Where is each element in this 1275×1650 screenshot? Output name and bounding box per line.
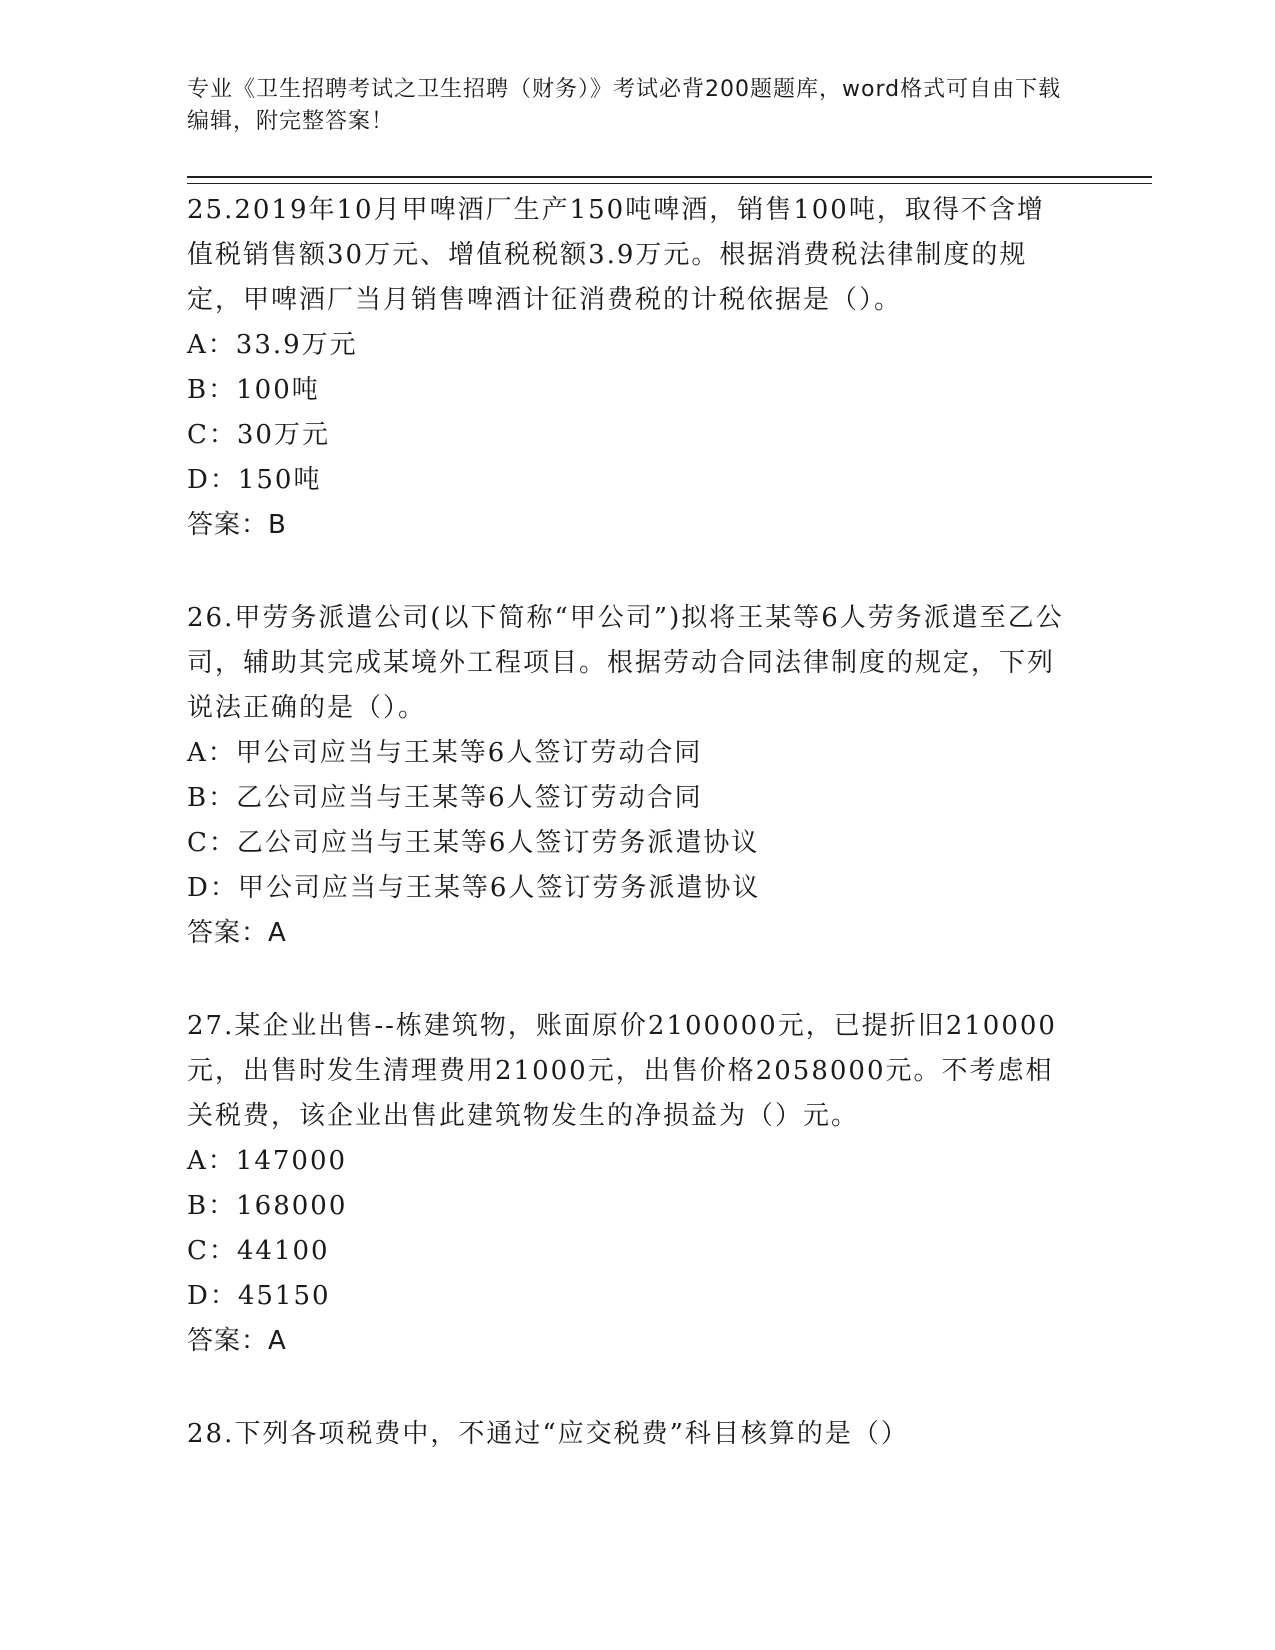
option-a: A：甲公司应当与王某等6人签订劳动合同 [187, 738, 703, 768]
question-28 [187, 1412, 1067, 1457]
option-a: A：33.9万元 [187, 330, 358, 360]
header-divider-thick [187, 176, 1152, 178]
question-stem: 25.2019年10月甲啤酒厂生产150吨啤酒，销售100吨，取得不含增值税销售额30万元、增值税税额3.9万元。根据消费税法律制度的规定，甲啤酒厂当月销售啤酒计征消费税的计税依据是（）。 [187, 195, 1045, 315]
option-d: D：甲公司应当与王某等6人签订劳务派遣协议 [187, 873, 761, 903]
option-a: A：147000 [187, 1146, 348, 1176]
question-27 [187, 1004, 1067, 1364]
option-b: B：168000 [187, 1191, 348, 1221]
document-header: 专业《卫生招聘考试之卫生招聘（财务）》考试必背200题题库，word格式可自由下载编辑，附完整答案！ [187, 77, 1062, 134]
answer-line: 答案：A [187, 1326, 287, 1356]
option-b: B：100吨 [187, 375, 320, 405]
answer-line: 答案：B [187, 510, 287, 540]
question-26 [187, 596, 1067, 956]
header-divider-thin [187, 183, 1152, 184]
answer-line: 答案：A [187, 918, 287, 948]
option-d: D：150吨 [187, 465, 322, 495]
option-c: C：44100 [187, 1236, 330, 1266]
question-25 [187, 188, 1067, 548]
option-d: D：45150 [187, 1281, 331, 1311]
option-b: B：乙公司应当与王某等6人签订劳动合同 [187, 783, 703, 813]
question-stem: 28.下列各项税费中，不通过“应交税费”科目核算的是（） [187, 1419, 909, 1449]
option-c: C：30万元 [187, 420, 330, 450]
question-stem: 26.甲劳务派遣公司(以下简称“甲公司”)拟将王某等6人劳务派遣至乙公司，辅助其完成某境外工程项目。根据劳动合同法律制度的规定，下列说法正确的是（）。 [187, 603, 1064, 723]
option-c: C：乙公司应当与王某等6人签订劳务派遣协议 [187, 828, 760, 858]
question-stem: 27.某企业出售--栋建筑物，账面原价2100000元，已提折旧210000元，出售时发生清理费用21000元，出售价格2058000元。不考虑相关税费，该企业出售此建筑物发生的净损益为（）元。 [187, 1011, 1057, 1131]
